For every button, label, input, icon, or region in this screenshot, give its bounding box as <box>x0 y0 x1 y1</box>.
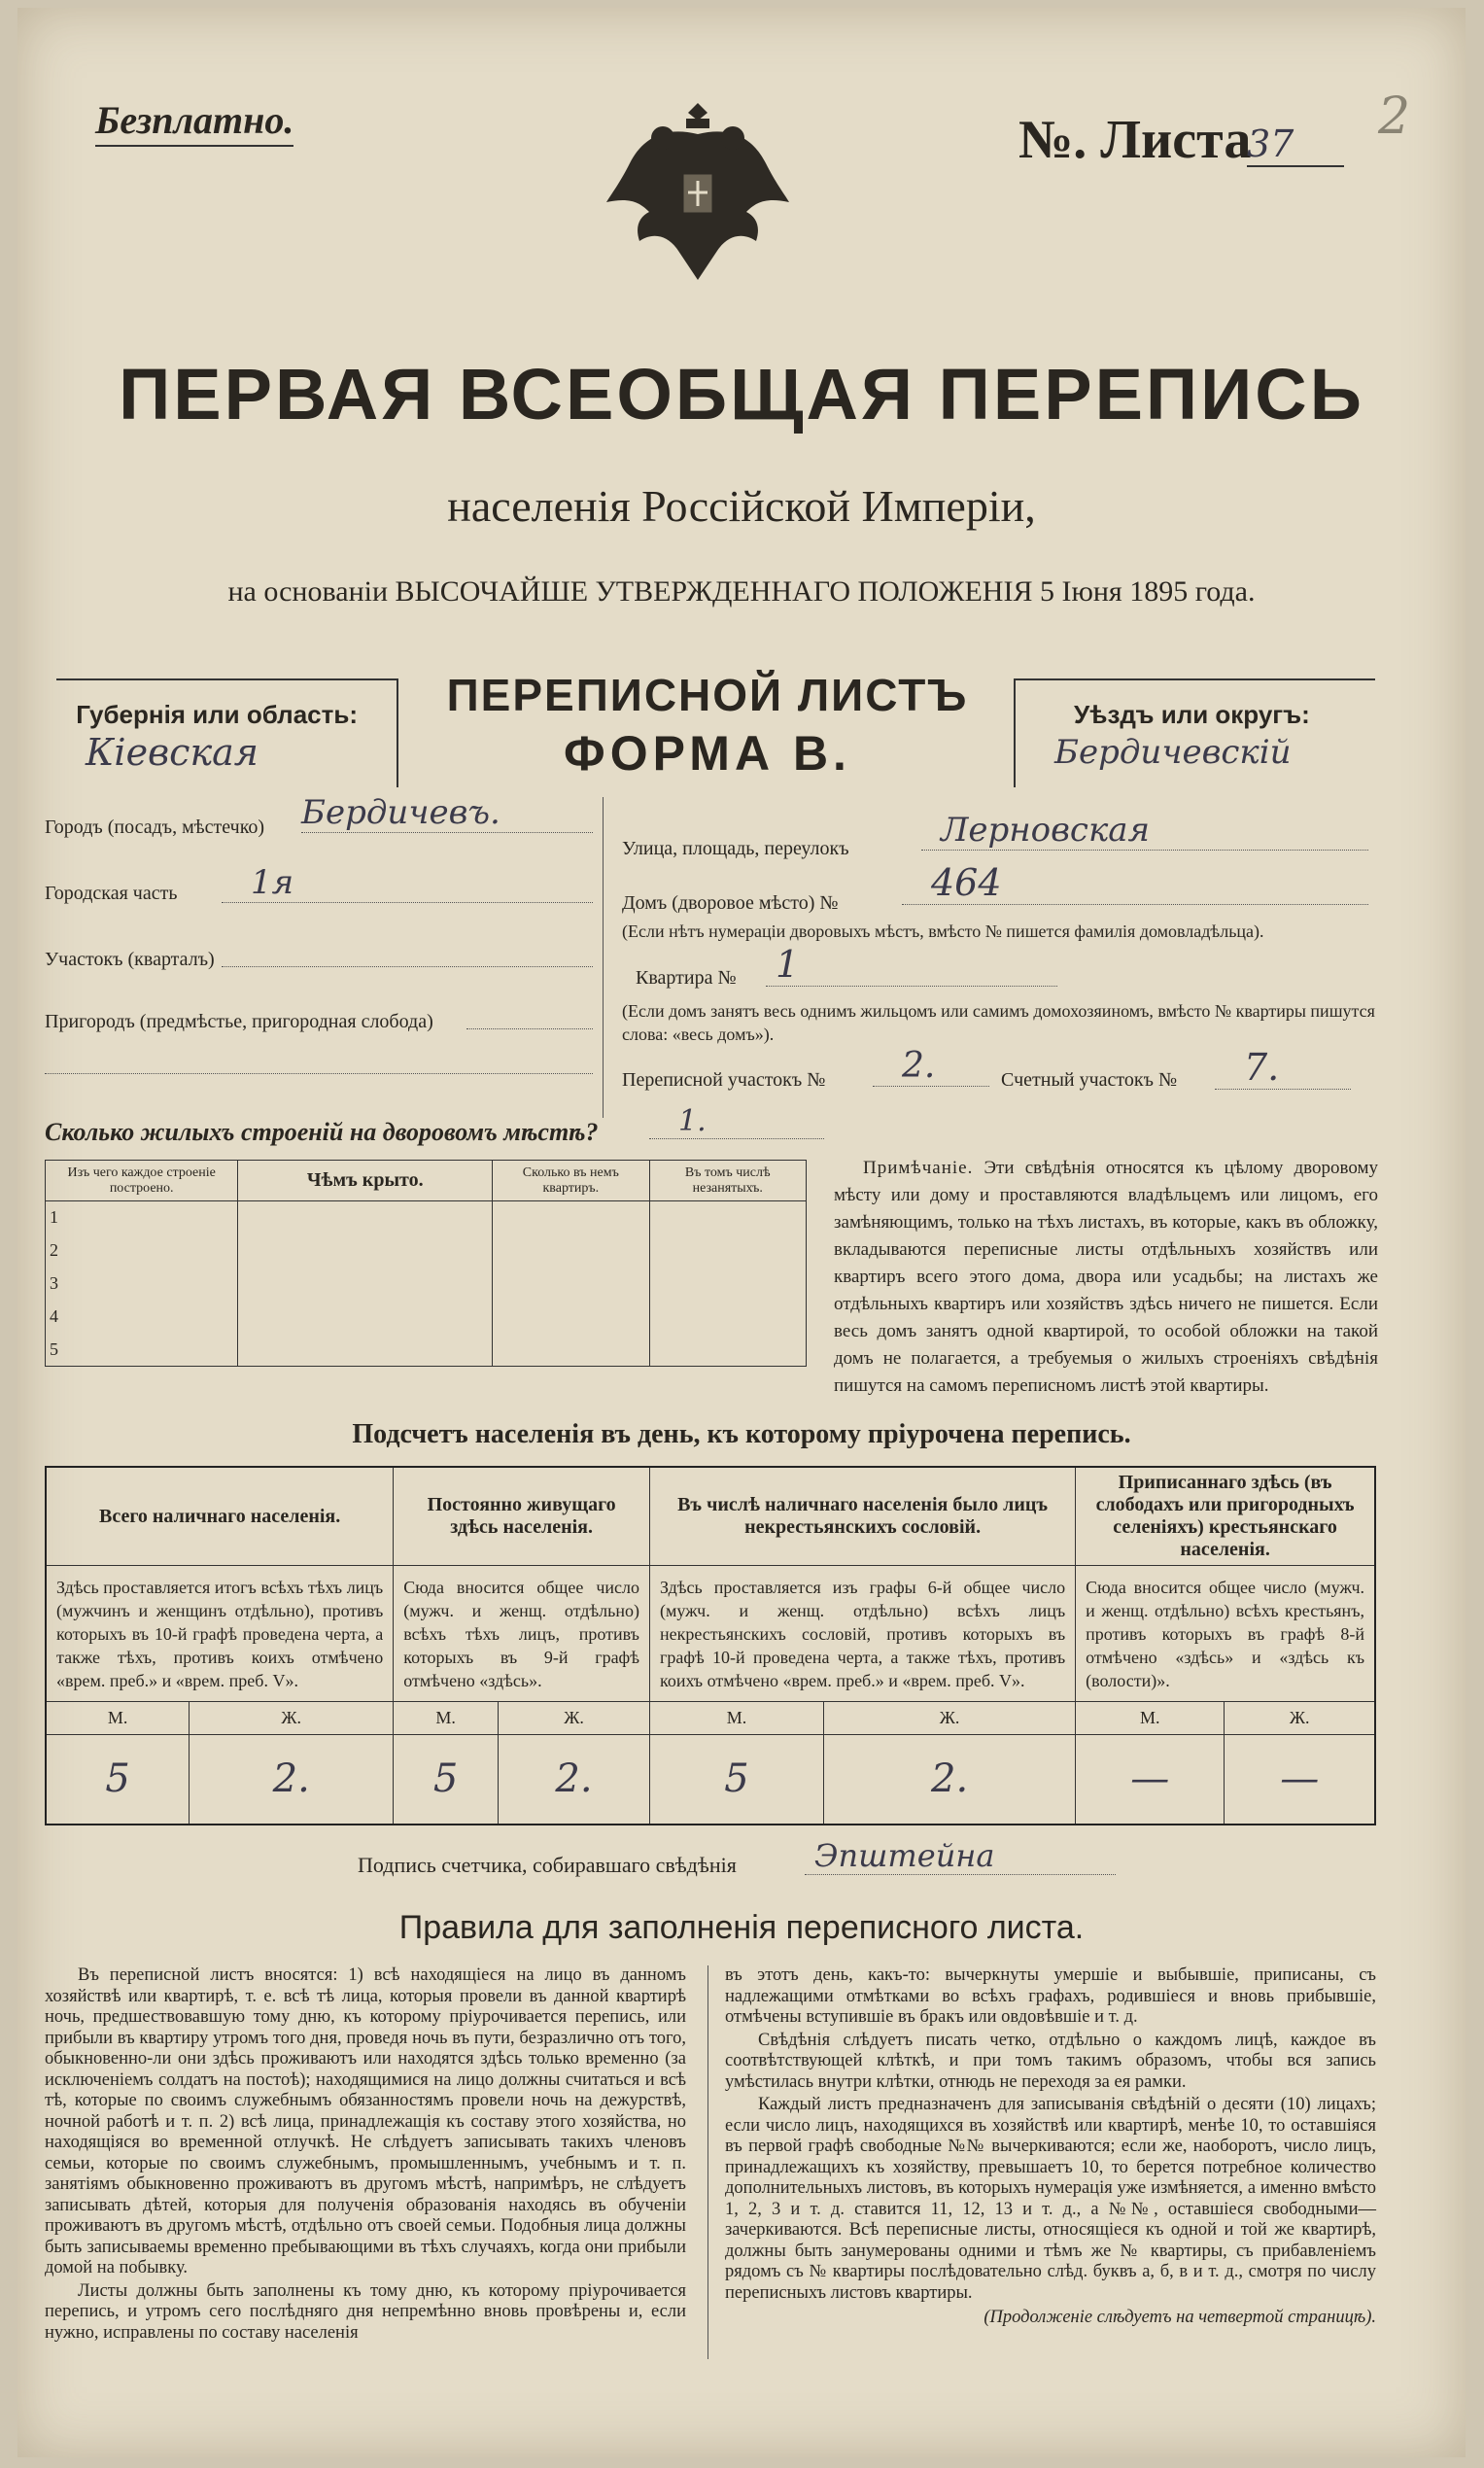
sheet-number-label: №. Листа <box>1018 110 1252 170</box>
buildings-question: Сколько жилыхъ строеній на дворовомъ мѣстѣ? <box>45 1118 599 1146</box>
buildings-row-number: 1 <box>46 1201 238 1234</box>
female-label: Ж. <box>190 1702 394 1735</box>
male-label: М. <box>650 1702 824 1735</box>
count-nonpeasant-male: 5 <box>650 1735 824 1825</box>
signature-value: Эпштейна <box>805 1837 1116 1875</box>
subtitle: населенія Россійской Имперіи, <box>447 481 1036 531</box>
count-desc-total: Здѣсь проставляется итогъ всѣхъ тѣхъ лицъ (мужчинъ и женщинъ отдѣльно), противъ которыхъ въ 10-й графѣ проведена черта, а также тѣхъ, противъ коихъ отмѣчено «врем. преб.» и «врем. преб. V». <box>46 1566 394 1702</box>
precinct-label: Участокъ (кварталъ) <box>45 949 215 970</box>
free-label: Безплатно. <box>95 97 293 147</box>
buildings-note <box>834 1155 1378 1400</box>
rules-left-column <box>45 1965 686 2346</box>
form-title-block <box>397 669 1018 782</box>
count-desc-nonpeasant: Здѣсь проставляется изъ графы 6-й общее число (мужч. и женщ. отдѣльно) всѣхъ лицъ некрестьянскихъ сословій, противъ которыхъ въ графѣ 10-й проведена черта, а также тѣхъ, противъ коихъ отмѣчено «врем. преб.» и «врем. преб. V». <box>650 1566 1076 1702</box>
buildings-row-number: 4 <box>46 1301 238 1334</box>
buildings-answer: 1. <box>649 1104 824 1139</box>
census-sheet <box>17 8 1466 2457</box>
count-head-permanent: Постоянно живущаго здѣсь населенія. <box>394 1467 650 1566</box>
precinct-line <box>222 966 593 967</box>
buildings-row-number: 5 <box>46 1334 238 1367</box>
province-label: Губернія или область: <box>76 700 358 729</box>
rules-right-paragraph: Свѣдѣнія слѣдуетъ писать четко, отдѣльно о каждомъ лицѣ, каждое въ соотвѣтствующей клѣткѣ, и при томъ такимъ образомъ, чтобы вся запись умѣстилась внутри клѣтки, отнюдь не переходя за ея рамки. <box>725 2030 1376 2092</box>
house-value: 464 <box>902 861 1368 905</box>
census-area-label: Переписной участокъ № <box>622 1069 826 1091</box>
rules-continued: (Продолженіе слѣдуетъ на четвертой страницѣ). <box>984 2308 1376 2327</box>
female-label: Ж. <box>824 1702 1076 1735</box>
rules-right-paragraph: въ этотъ день, какъ-то: вычеркнуты умершіе и выбывшіе, приписаны, съ надлежащими отмѣтками во всѣхъ графахъ, родившіеся и вновь прибывшіе, отмѣчены вступившіе въ бракъ или овдовѣвшіе и т. д. <box>725 1965 1376 2027</box>
count-head-total: Всего наличнаго населенія. <box>46 1467 394 1566</box>
street-label: Улица, площадь, переулокъ <box>622 838 849 859</box>
rules-divider <box>707 1965 708 2359</box>
signature-label: Подпись счетчика, собиравшаго свѣдѣнія <box>358 1853 737 1877</box>
suburb-label: Пригородъ (предмѣстье, пригородная слобода) <box>45 1011 433 1032</box>
street-value: Лерновская <box>921 811 1368 851</box>
sheet-number-value: 37 <box>1247 122 1344 167</box>
rules-right-paragraph: Каждый листъ предназначенъ для записыванія свѣдѣній о десяти (10) лицахъ; если число лицъ, находящихся въ хозяйствѣ или квартирѣ, менѣе 10, то оставшіяся въ первой графѣ свободные №№ вычеркиваются; если же, наоборотъ, число лицъ, принадлежащихъ къ хозяйству, превышаетъ 10, то берется потребное количество дополнительныхъ листовъ, въ которыхъ нумерація уже измѣняется, а именно вмѣсто 1, 2, 3 и т. д. ставится 11, 12, 13 и т. д., а №№, оставшіеся свободными—зачеркиваются. Всѣ переписные листы, относящіеся къ одной и той же квартирѣ, должны быть занумерованы одними и тѣмъ же № квартиры, съ прибавленіемъ рядомъ съ № квартиры послѣдовательно слѣд. буквъ а, б, в и т. д., смотря по числу переписныхъ листовъ квартиры. <box>725 2095 1376 2303</box>
province-box <box>56 678 398 787</box>
buildings-table <box>45 1160 807 1367</box>
main-title: ПЕРВАЯ ВСЕОБЩАЯ ПЕРЕПИСЬ <box>119 354 1364 435</box>
city-part-label: Городская часть <box>45 883 178 904</box>
sheet-title: ПЕРЕПИСНОЙ ЛИСТЪ <box>446 670 969 720</box>
buildings-header-vacant: Въ томъ числѣ незанятыхъ. <box>649 1161 806 1201</box>
count-total-female: 2. <box>190 1735 394 1825</box>
note-text: Эти свѣдѣнія относятся къ цѣлому дворовому мѣсту или дому и проставляются владѣльцемъ или лицомъ, его замѣняющимъ, только на тѣхъ листахъ, въ которые, какъ въ обложку, вкладываются переписные листы отдѣльныхъ хозяйствъ или квартиръ всего этого дома, двора или усадьбы; на листахъ же отдѣльныхъ квартиръ или хозяйствъ здѣсь ничего не пишется. Если весь домъ занятъ одной квартирой, то особой обложки на такой домъ не полагается, а требуемыя о жилыхъ строеніяхъ свѣдѣнія пишутся на самомъ переписномъ листѣ этой квартиры. <box>834 1158 1378 1396</box>
count-area-label: Счетный участокъ № <box>1001 1069 1178 1091</box>
city-part-value: 1я <box>222 863 593 903</box>
male-label: М. <box>46 1702 190 1735</box>
buildings-header-roof: Чѣмъ крыто. <box>238 1161 493 1201</box>
apartment-note: (Если домъ занятъ весь однимъ жильцомъ или самимъ домохозяиномъ, вмѣсто № квартиры пишутся слова: «весь домъ»). <box>622 1001 1375 1044</box>
house-label: Домъ (дворовое мѣсто) № <box>622 892 839 914</box>
rules-left-paragraph: Въ переписной листъ вносятся: 1) всѣ находящіеся на лицо въ данномъ хозяйствѣ или квартирѣ, т. е. всѣ тѣ лица, которыя провели въ данной квартирѣ ночь, предшествовавшую тому дню, къ которому пріурочивается перепись, или прибыли въ квартиру утромъ того дня, проведя ночь въ пути, безразлично отъ того, обыкновенно-ли они здѣсь проживаютъ или находятся здѣсь только временно (за исключеніемъ солдатъ на постоѣ); находящимися на лицо должны считаться и всѣ тѣ, которые по своимъ служебнымъ обязанностямъ провели ночь на дежурствѣ, ночной работѣ и т. п. 2) всѣ лица, принадлежащія къ составу этого хозяйства, но находящіяся во временной отлучкѣ. Не слѣдуетъ записывать такихъ членовъ семьи, которые по своимъ служебнымъ, промышленнымъ, учебнымъ и т. п. занятіямъ обыкновенно проживаютъ въ другомъ мѣстѣ, напримѣръ, не слѣдуетъ записывать дѣтей, которыя для полученія образованія находясь въ обученіи проживаютъ въ другомъ мѣстѣ, отдѣльно отъ своей семьи. Подобныя лица должны быть записываемы временно пребывающими въ тѣхъ случаяхъ, когда они прибыли домой на побывку. <box>45 1965 686 2277</box>
note-label: Примѣчаніе. <box>863 1158 974 1178</box>
city-label: Городъ (посадъ, мѣстечко) <box>45 817 265 838</box>
suburb-line-2 <box>45 1073 593 1074</box>
province-value: Кіевская <box>86 731 259 774</box>
buildings-header-material: Изъ чего каждое строеніе построено. <box>46 1161 238 1201</box>
count-permanent-male: 5 <box>394 1735 499 1825</box>
double-headed-eagle-emblem <box>601 95 795 290</box>
rules-left-paragraph: Листы должны быть заполнены къ тому дню, къ которому пріурочивается перепись, и утромъ сего послѣдняго дня непремѣнно вновь провѣрены и, если нужно, исправлены по составу населенія <box>45 2280 686 2343</box>
count-peasant-male: — <box>1076 1735 1225 1825</box>
count-desc-peasant: Сюда вносится общее число (мужч. и женщ. отдѣльно) всѣхъ крестьянъ, противъ которыхъ въ графѣ 8-й отмѣчено «здѣсь» и «здѣсь къ (волости)». <box>1076 1566 1375 1702</box>
count-total-male: 5 <box>46 1735 190 1825</box>
district-value: Бердичевскій <box>1054 733 1292 772</box>
suburb-line <box>466 1028 593 1029</box>
decree-basis: на основаніи ВЫСОЧАЙШЕ УТВЕРЖДЕННАГО ПОЛОЖЕНІЯ 5 Іюня 1895 года. <box>227 575 1256 608</box>
district-box <box>1014 678 1375 787</box>
female-label: Ж. <box>1225 1702 1375 1735</box>
rules-right-column <box>725 1965 1376 2329</box>
count-title: Подсчетъ населенія въ день, къ которому пріурочена перепись. <box>352 1419 1131 1449</box>
count-head-nonpeasant: Въ числѣ наличнаго населенія было лицъ некрестьянскихъ сословій. <box>650 1467 1076 1566</box>
buildings-row-number: 2 <box>46 1234 238 1268</box>
count-nonpeasant-female: 2. <box>824 1735 1076 1825</box>
apartment-label: Квартира № <box>636 967 737 989</box>
apartment-value: 1 <box>766 943 1057 987</box>
female-label: Ж. <box>499 1702 650 1735</box>
address-divider <box>603 797 604 1118</box>
form-name: ФОРМА В. <box>564 726 851 781</box>
count-peasant-female: — <box>1225 1735 1375 1825</box>
margin-pencil-mark: 2 <box>1378 87 1411 146</box>
city-value: Бердичевъ. <box>301 793 593 833</box>
census-area-value: 2. <box>873 1046 989 1087</box>
male-label: М. <box>394 1702 499 1735</box>
rules-title: Правила для заполненія переписного листа. <box>398 1909 1085 1946</box>
male-label: М. <box>1076 1702 1225 1735</box>
buildings-row-number: 3 <box>46 1268 238 1301</box>
count-permanent-female: 2. <box>499 1735 650 1825</box>
district-label: Уѣздъ или округъ: <box>1074 700 1310 729</box>
buildings-header-apartments: Сколько въ немъ квартиръ. <box>493 1161 649 1201</box>
count-desc-permanent: Сюда вносится общее число (мужч. и женщ. отдѣльно) всѣхъ тѣхъ лицъ, противъ которыхъ въ 9-й графѣ отмѣчено «здѣсь». <box>394 1566 650 1702</box>
count-area-value: 7. <box>1215 1046 1351 1090</box>
population-count-table <box>45 1466 1376 1825</box>
count-head-peasant: Приписаннаго здѣсь (въ слободахъ или пригородныхъ селеніяхъ) крестьянскаго населенія. <box>1076 1467 1375 1566</box>
house-note: (Если нѣтъ нумераціи дворовыхъ мѣстъ, вмѣсто № пишется фамилія домовладѣльца). <box>622 921 1264 941</box>
